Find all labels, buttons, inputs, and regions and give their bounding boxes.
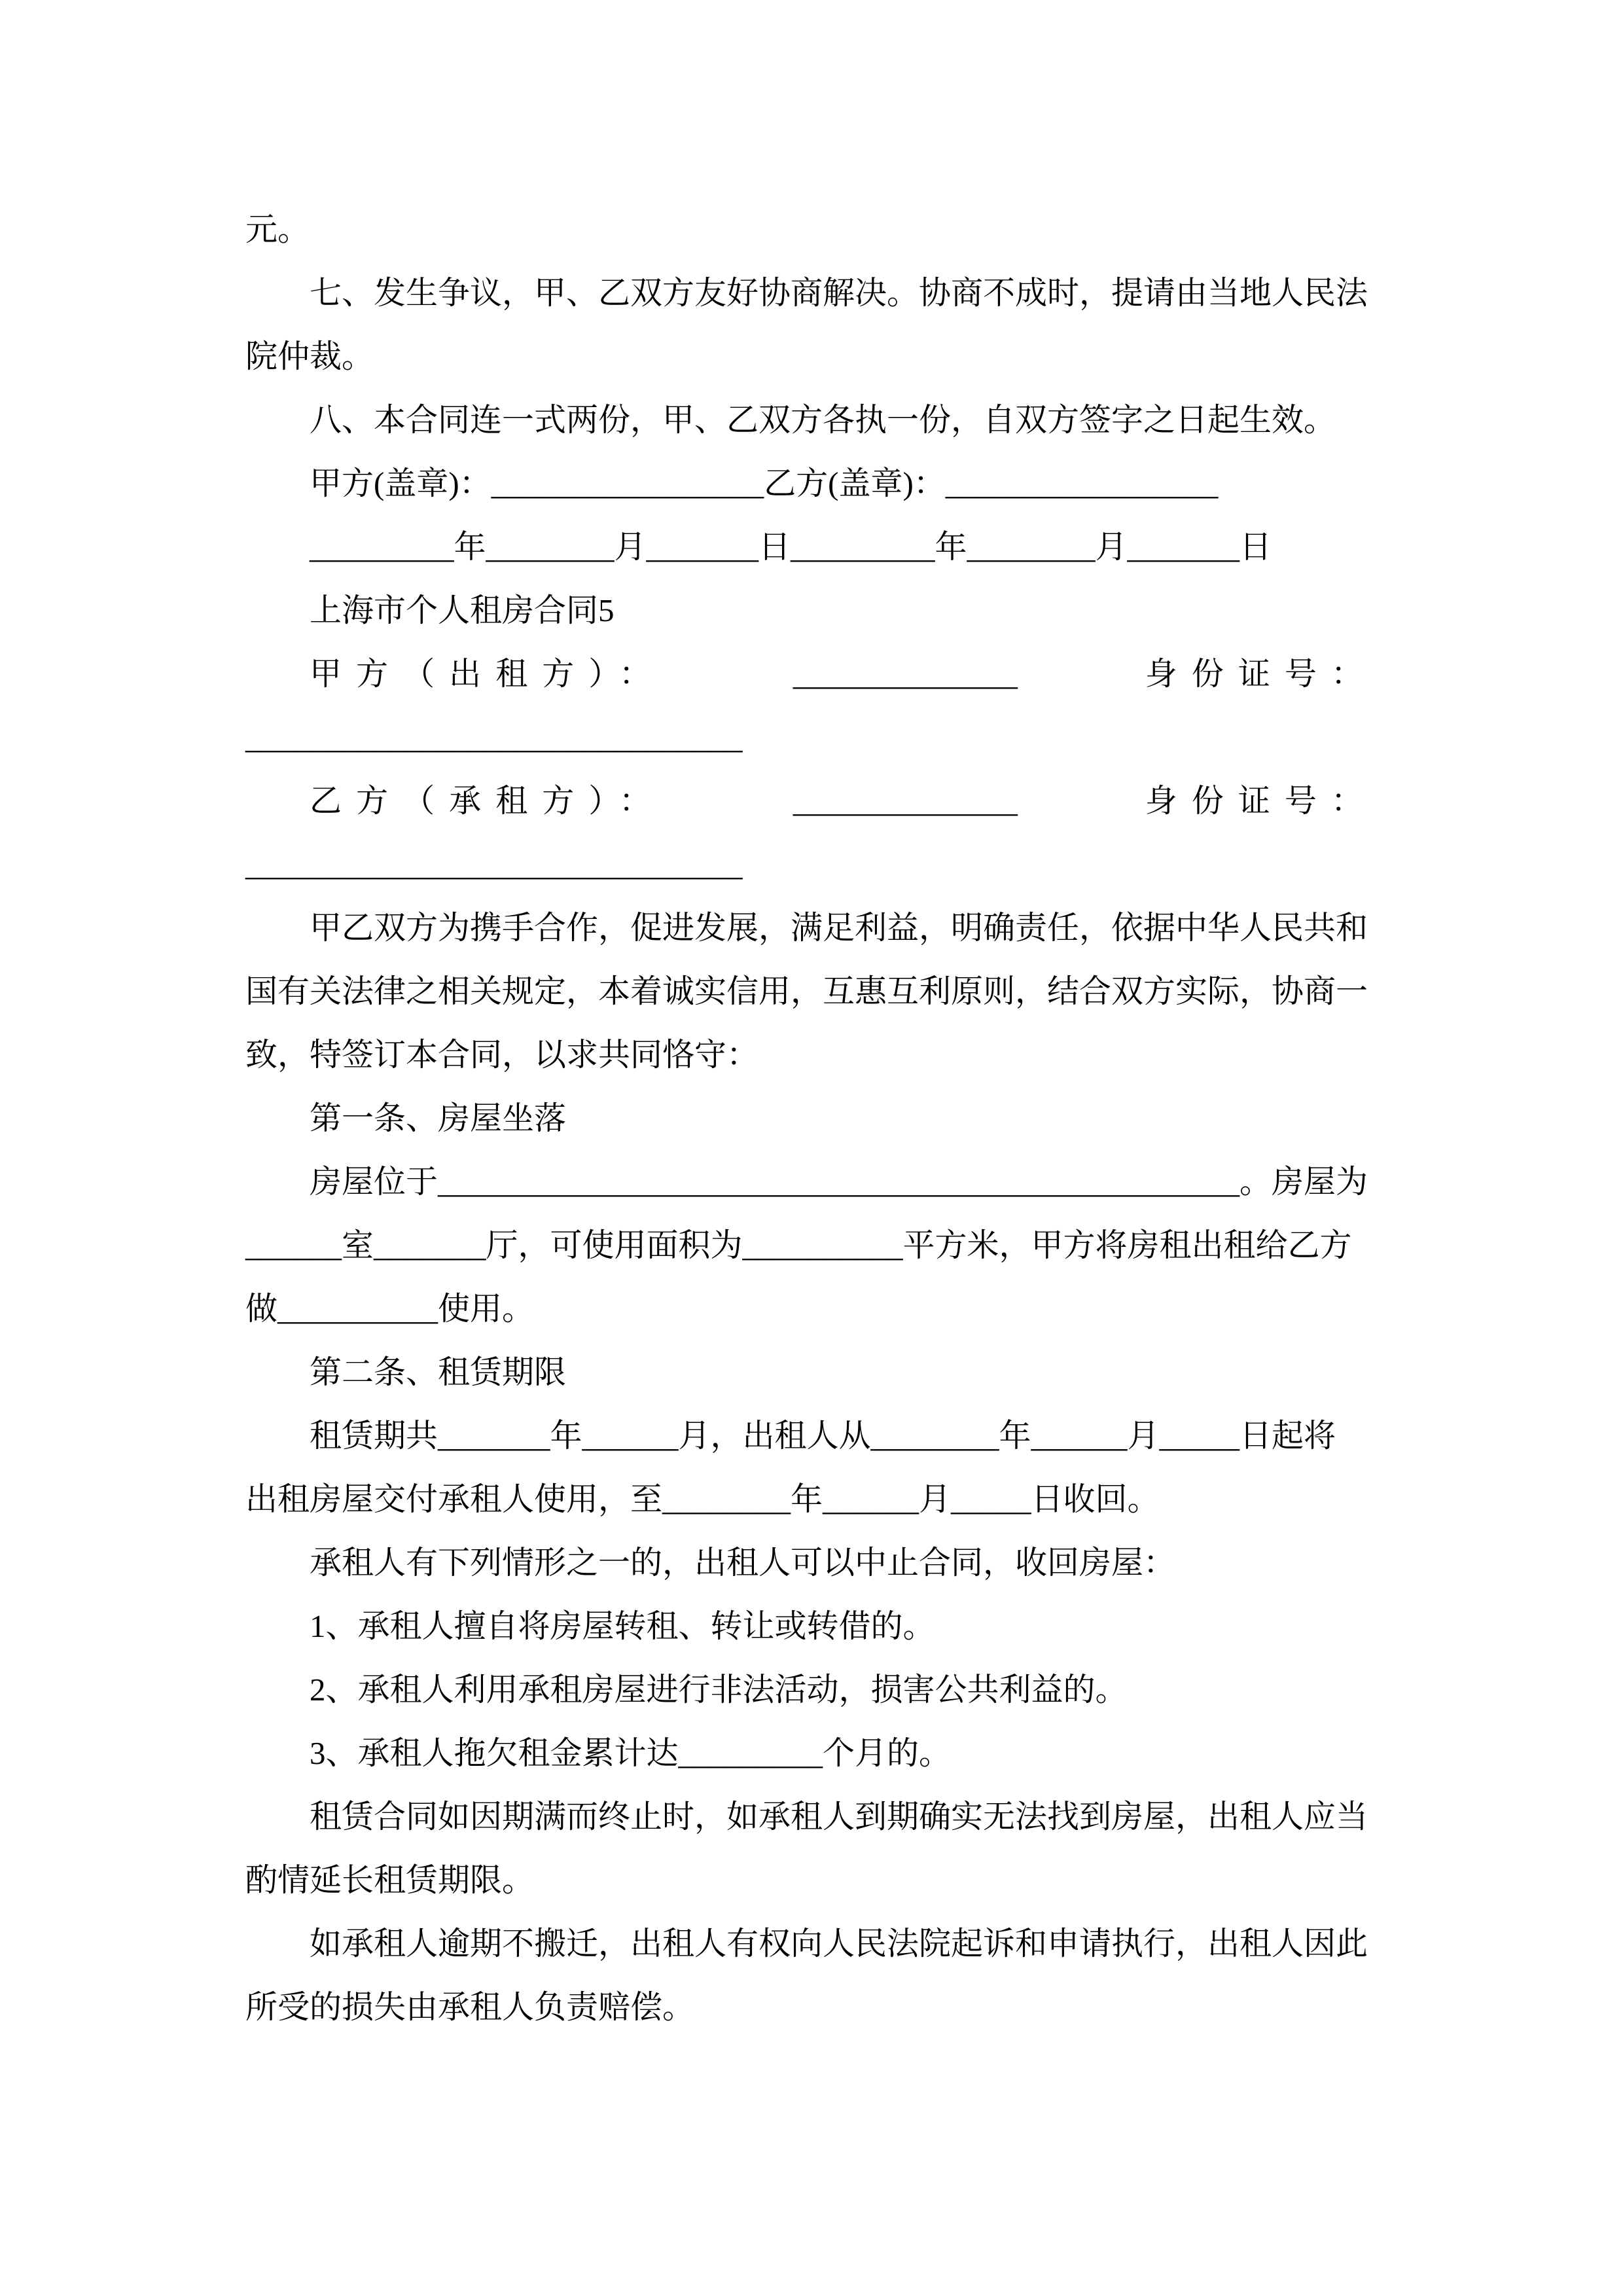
party-label-right: 身份证号：	[1145, 783, 1378, 819]
text-line: ______室_______厅，可使用面积为__________平方米，甲方将房租出租给乙方	[245, 1227, 1352, 1263]
text-line: 租赁期共_______年______月，出租人从________年______月_____日起将	[310, 1418, 1336, 1454]
text-line: 上海市个人租房合同5	[310, 592, 615, 628]
text-line: 2、承租人利用承租房屋进行非法活动，损害公共利益的。	[310, 1672, 1128, 1708]
text-line: 元。	[245, 211, 310, 247]
text-line: 致，特签订本合同，以求共同恪守：	[245, 1037, 759, 1073]
document-body	[245, 198, 1378, 2039]
text-line: 承租人有下列情形之一的，出租人可以中止合同，收回房屋：	[310, 1545, 1176, 1581]
text-line: 甲方(盖章)：_________________乙方(盖章)：_________________	[310, 465, 1219, 501]
text-line: 3、承租人拖欠租金累计达_________个月的。	[310, 1735, 952, 1771]
signature-underline: ______________	[793, 656, 1018, 692]
text-line: 院仲裁。	[245, 338, 374, 374]
blank-underline: _______________________________	[245, 719, 743, 755]
text-line: 如承租人逾期不搬迁，出租人有权向人民法院起诉和申请执行，出租人因此	[310, 1926, 1368, 1962]
text-line: 八、本合同连一式两份，甲、乙双方各执一份，自双方签字之日起生效。	[310, 402, 1336, 438]
text-line: _________年________月_______日_________年________月_______日	[310, 529, 1272, 565]
text-line: 七、发生争议，甲、乙双方友好协商解决。协商不成时，提请由当地人民法	[310, 275, 1368, 311]
text-line: 房屋位于__________________________________________________。房屋为	[310, 1164, 1368, 1200]
party-line	[245, 642, 1378, 706]
text-line: 所受的损失由承租人负责赔偿。	[245, 1989, 695, 2025]
text-line: 酌情延长租赁期限。	[245, 1862, 535, 1898]
party-label-right: 身份证号：	[1145, 656, 1378, 692]
text-line: 出租房屋交付承租人使用，至________年______月_____日收回。	[245, 1481, 1160, 1517]
text-line: 租赁合同如因期满而终止时，如承租人到期确实无法找到房屋，出租人应当	[310, 1799, 1368, 1835]
party-label-left: 甲方（出租方）：	[310, 656, 666, 692]
party-line	[245, 769, 1378, 833]
signature-underline: ______________	[793, 783, 1018, 819]
text-line: 做__________使用。	[245, 1291, 535, 1327]
text-line: 第二条、租赁期限	[310, 1354, 567, 1390]
text-line: 1、承租人擅自将房屋转租、转让或转借的。	[310, 1608, 935, 1644]
blank-underline: _______________________________	[245, 846, 743, 882]
text-line: 国有关法律之相关规定，本着诚实信用，互惠互利原则，结合双方实际，协商一	[245, 973, 1368, 1009]
party-label-left: 乙方（承租方）：	[310, 783, 666, 819]
text-line: 第一条、房屋坐落	[310, 1100, 567, 1136]
text-line: 甲乙双方为携手合作，促进发展，满足利益，明确责任，依据中华人民共和	[310, 910, 1368, 946]
